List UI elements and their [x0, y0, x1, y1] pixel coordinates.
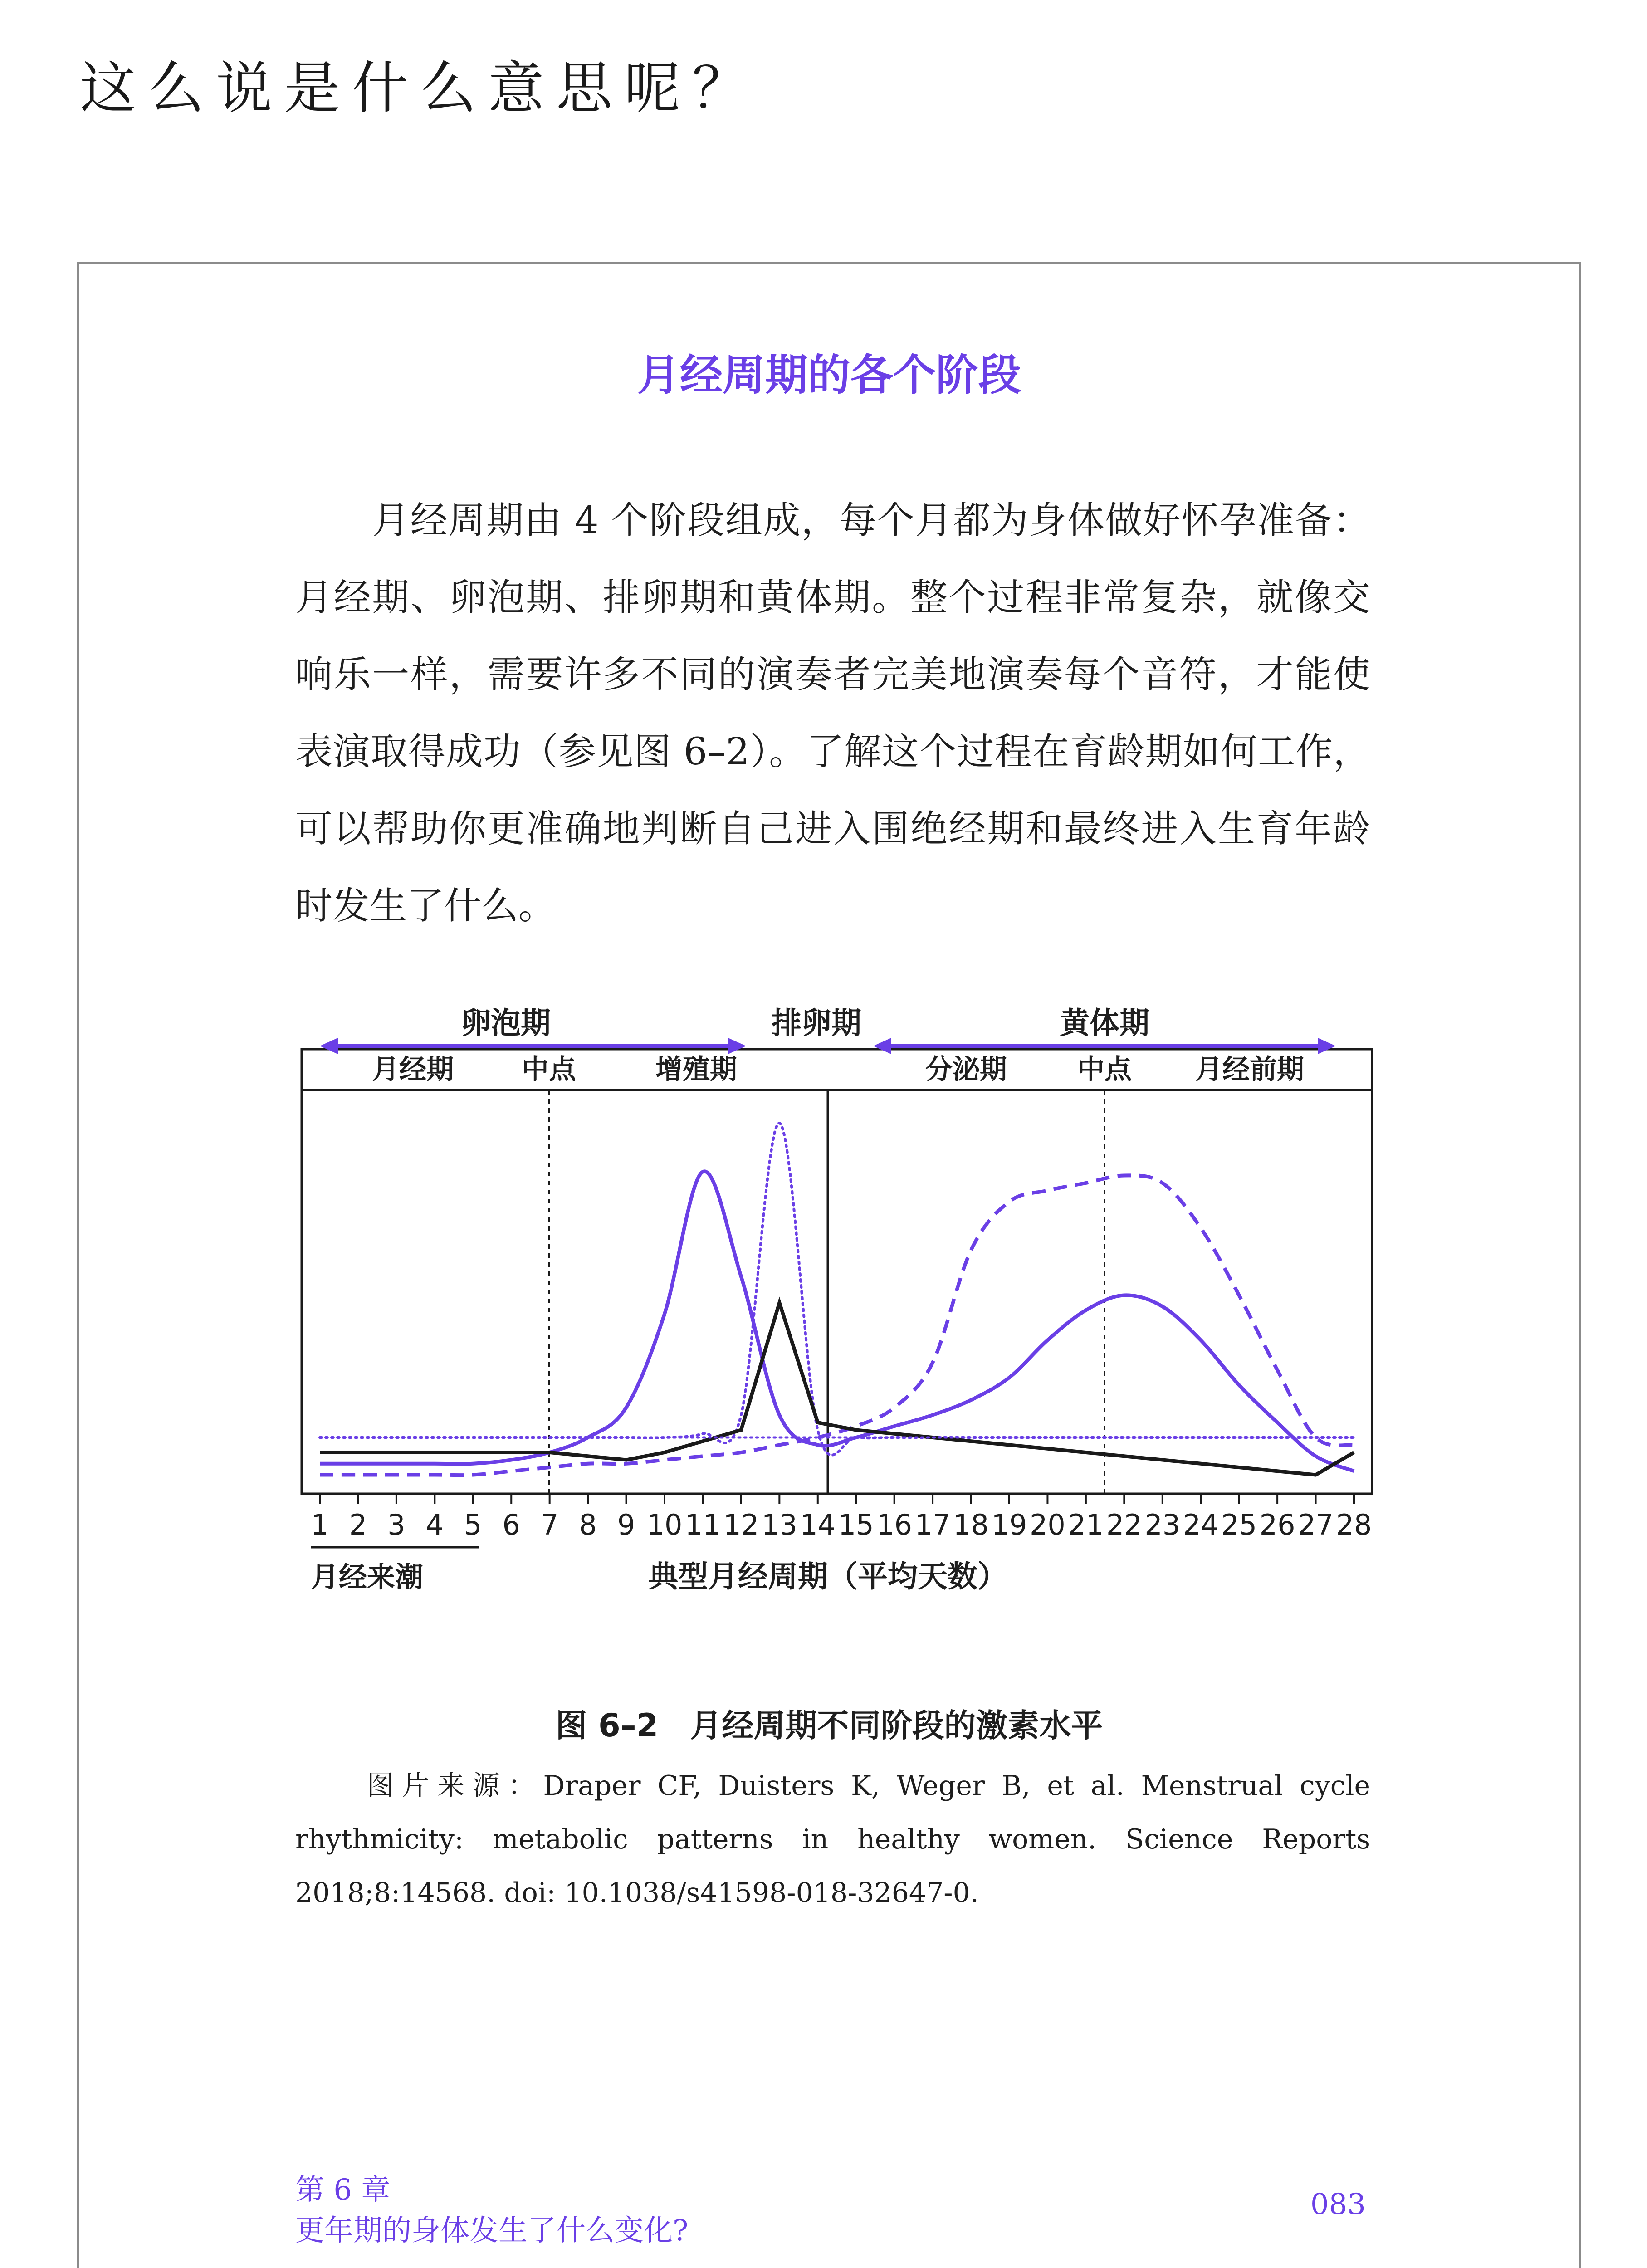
- series-line-dotted-purple: [320, 1123, 1354, 1455]
- x-tick-label-28: 28: [1336, 1508, 1372, 1541]
- x-tick-label-27: 27: [1298, 1508, 1334, 1541]
- subphase-label-2: 中点: [522, 1054, 576, 1085]
- x-tick-label-16: 16: [876, 1508, 913, 1541]
- luteal-arrow-right-head: [1318, 1038, 1336, 1054]
- footer-chapter: [295, 2170, 688, 2251]
- x-tick-label-14: 14: [800, 1508, 836, 1541]
- x-tick-label-6: 6: [502, 1508, 520, 1541]
- footer-chapter-title: 更年期的身体发生了什么变化?: [295, 2214, 689, 2248]
- x-tick-label-10: 10: [646, 1508, 683, 1541]
- body-paragraph: [295, 482, 1370, 945]
- x-axis-label: 典型月经周期（平均天数）: [648, 1559, 1007, 1594]
- x-tick-label-23: 23: [1144, 1508, 1181, 1541]
- x-tick-label-12: 12: [723, 1508, 759, 1541]
- figure-source: [295, 1759, 1370, 1920]
- phase-label-luteal: 黄体期: [1060, 1006, 1149, 1041]
- book-page-scan: [77, 262, 1581, 2268]
- x-tick-label-22: 22: [1106, 1508, 1142, 1541]
- x-tick-label-1: 1: [311, 1508, 329, 1541]
- footer-chapter-number: 第 6 章: [295, 2173, 391, 2207]
- x-tick-label-19: 19: [991, 1508, 1027, 1541]
- section-title: 月经周期的各个阶段: [637, 350, 1021, 400]
- question-text: 这么说是什么意思呢？: [80, 56, 761, 121]
- figure-source-text: 图片来源：Draper CF, Duisters K, Weger B, et al. Menstrual cycle rhythmicity: metabolic patterns in healthy women. Science Reports 2018;8:14568. doi: 10.1038/s41598-018-32647-0.: [295, 1770, 1370, 1909]
- x-tick-label-5: 5: [464, 1508, 482, 1541]
- follicular-arrow-left-head: [320, 1038, 338, 1054]
- x-tick-label-11: 11: [684, 1508, 721, 1541]
- x-tick-label-4: 4: [425, 1508, 444, 1541]
- subphase-label-4: 分泌期: [925, 1054, 1007, 1085]
- x-tick-label-26: 26: [1259, 1508, 1295, 1541]
- x-tick-label-18: 18: [953, 1508, 989, 1541]
- follicular-arrow-right-head: [728, 1038, 746, 1054]
- page-number: 083: [1310, 2188, 1366, 2221]
- subphase-label-5: 中点: [1077, 1054, 1132, 1085]
- x-tick-label-9: 9: [617, 1508, 635, 1541]
- x-tick-label-2: 2: [349, 1508, 367, 1541]
- menses-label: 月经来潮: [311, 1560, 424, 1593]
- figure-caption: 图 6–2 月经周期不同阶段的激素水平: [555, 1707, 1103, 1744]
- luteal-arrow-left-head: [873, 1038, 891, 1054]
- x-tick-label-3: 3: [387, 1508, 406, 1541]
- x-tick-label-7: 7: [540, 1508, 559, 1541]
- x-tick-label-15: 15: [838, 1508, 874, 1541]
- body-paragraph-text: 月经周期由 4 个阶段组成，每个月都为身体做好怀孕准备：月经期、卵泡期、排卵期和黄体期。整个过程非常复杂，就像交响乐一样，需要许多不同的演奏者完美地演奏每个音符，才能使表演取得成功（参见图 6–2）。了解这个过程在育龄期如何工作，可以帮助你更准确地判断自己进入围绝经期和最终进入生育年龄时发生了什么。: [295, 499, 1370, 928]
- x-tick-label-20: 20: [1029, 1508, 1065, 1541]
- phase-label-ovulation: 排卵期: [772, 1006, 861, 1041]
- x-tick-label-24: 24: [1183, 1508, 1219, 1541]
- x-tick-label-8: 8: [579, 1508, 597, 1541]
- subphase-label-3: 增殖期: [655, 1054, 737, 1085]
- series-line-solid-black: [320, 1303, 1354, 1475]
- x-tick-label-21: 21: [1068, 1508, 1104, 1541]
- subphase-label-1: 月经期: [372, 1054, 454, 1085]
- x-tick-label-25: 25: [1221, 1508, 1257, 1541]
- phase-label-follicular: 卵泡期: [461, 1006, 551, 1041]
- series-line-dashed-purple: [320, 1175, 1354, 1475]
- hormone-chart: [293, 986, 1381, 1802]
- x-tick-label-13: 13: [761, 1508, 797, 1541]
- subphase-label-6: 月经前期: [1195, 1054, 1304, 1085]
- x-tick-label-17: 17: [914, 1508, 951, 1541]
